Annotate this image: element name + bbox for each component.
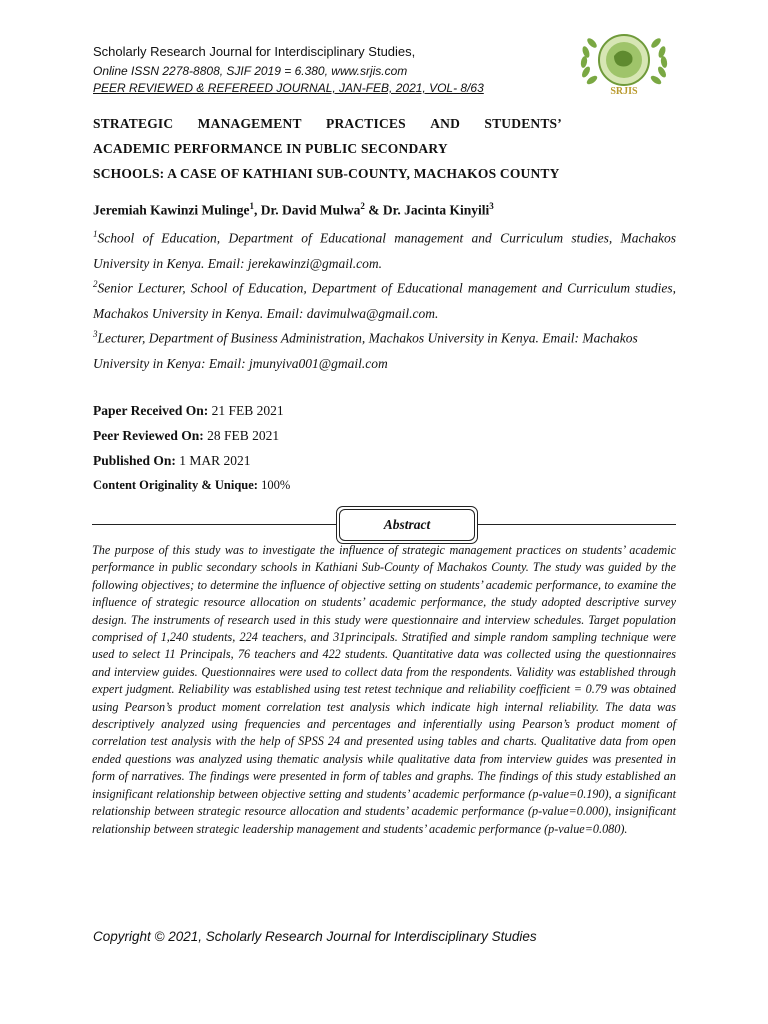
abstract-body: The purpose of this study was to investigate the influence of strategic management practices on students’ academic performance in public secondary schools in Kathiani Sub-County of Machakos County. The study was guided by the following objectives; to determine the influence of objective setting on students’ academic performance, to examine the influence of strategic resource allocation on students’ academic performance, the study adopted descriptive survey design. The instruments of research used in this study were questionnaire and interview schedules. Target population comprised of 1,240 students, 224 teachers, and 31principals. Stratified and simple random sampling technique were used to select 11 Principals, 76 teachers and 422 students. Quantitative data was collected using the questionnaires and interview guides. Questionnaires were used to collect data from the respondents. Validity was established through expert judgment. Reliability was established using test retest technique and reliability coefficient = 0.79 was obtained using Pearson’s product moment correlation test analysis which indicate high internal reliability. The data was descriptively analyzed using frequencies and percentages and inferentially using Pearson’s product moment of correlation test analysis with the help of SPSS 24 and presented using tables and charts. Qualitative data from open ended questions was analyzed using thematic analysis while qualitative data from interview guides was presented in form of narratives. The findings were presented in form of tables and graphs. The findings of this study established an insignificant relationship between objective setting and students’ academic performance (p-value=0.190), a significant relationship between strategic resource allocation and students’ academic performance (p-value=0.000), insignificant relationship between strategic leadership management and students’ academic performance (p-value=0.080).	[92, 543, 676, 836]
paper-title-line-2: ACADEMIC PERFORMANCE IN PUBLIC SECONDARY	[93, 141, 448, 156]
published-date	[93, 453, 251, 469]
meta-value: 100%	[257, 478, 291, 492]
laurel-left-icon	[580, 37, 599, 86]
meta-label: Peer Reviewed On:	[93, 428, 204, 443]
author-superscript: 2	[360, 201, 365, 211]
meta-label: Content Originality & Unique:	[93, 478, 258, 492]
author-name: Dr. Jacinta Kinyili	[382, 202, 490, 218]
affiliation-superscript: 2	[93, 279, 98, 289]
title-word: AND	[430, 116, 461, 131]
meta-value: 21 FEB 2021	[208, 403, 284, 418]
divider-right	[478, 524, 676, 525]
abstract-heading-box	[336, 506, 478, 544]
journal-peer-review-line: PEER REVIEWED & REFEREED JOURNAL, JAN-FEB, 2021, VOL- 8/63	[93, 81, 484, 95]
affiliation-superscript: 1	[93, 229, 98, 239]
divider-left	[92, 524, 336, 525]
author-name: Jeremiah Kawinzi Mulinge	[93, 202, 250, 218]
journal-issn-line: Online ISSN 2278-8808, SJIF 2019 = 6.380, www.srjis.com	[93, 64, 408, 78]
paper-title-line-3: SCHOOLS: A CASE OF KATHIANI SUB-COUNTY, MACHAKOS COUNTY	[93, 166, 560, 181]
journal-name: Scholarly Research Journal for Interdisciplinary Studies,	[93, 44, 416, 59]
title-word: STUDENTS’	[484, 116, 562, 131]
title-word: PRACTICES	[326, 116, 406, 131]
copyright-notice: Copyright © 2021, Scholarly Research Journal for Interdisciplinary Studies	[93, 929, 537, 944]
author-name: Dr. David Mulwa	[260, 202, 361, 218]
affiliation-text: Lecturer, Department of Business Administration, Machakos University in Kenya. Email: Machakos University in Kenya: Email: jmunyiva001@gmail.com	[93, 330, 638, 371]
abstract-heading-inner	[339, 509, 475, 541]
abstract-heading: Abstract	[383, 517, 431, 532]
affiliation-3	[93, 322, 676, 376]
journal-logo	[574, 28, 674, 98]
content-originality	[93, 478, 290, 493]
author-separator: &	[364, 202, 383, 218]
logo-text: SRJIS	[610, 86, 638, 97]
title-word: MANAGEMENT	[197, 116, 302, 131]
affiliation-1	[93, 222, 676, 276]
paper-received-date	[93, 403, 284, 419]
affiliation-text: Senior Lecturer, School of Education, Department of Educational management and Curriculum studies, Machakos University in Kenya. Email: davimulwa@gmail.com.	[93, 280, 676, 321]
author-superscript: 1	[249, 201, 254, 211]
author-superscript: 3	[489, 201, 494, 211]
paper-title-line-1	[93, 116, 562, 132]
author-list	[93, 201, 494, 219]
peer-reviewed-date	[93, 428, 279, 444]
affiliation-text: School of Education, Department of Educational management and Curriculum studies, Machakos University in Kenya. Email: jerekawinzi@gmail.com.	[93, 230, 676, 271]
meta-label: Published On:	[93, 453, 176, 468]
title-word: STRATEGIC	[93, 116, 174, 131]
affiliation-superscript: 3	[93, 329, 98, 339]
affiliation-2	[93, 272, 676, 326]
author-separator: ,	[254, 202, 261, 218]
laurel-right-icon	[649, 37, 668, 86]
meta-value: 1 MAR 2021	[175, 453, 251, 468]
meta-label: Paper Received On:	[93, 403, 209, 418]
meta-value: 28 FEB 2021	[203, 428, 280, 443]
